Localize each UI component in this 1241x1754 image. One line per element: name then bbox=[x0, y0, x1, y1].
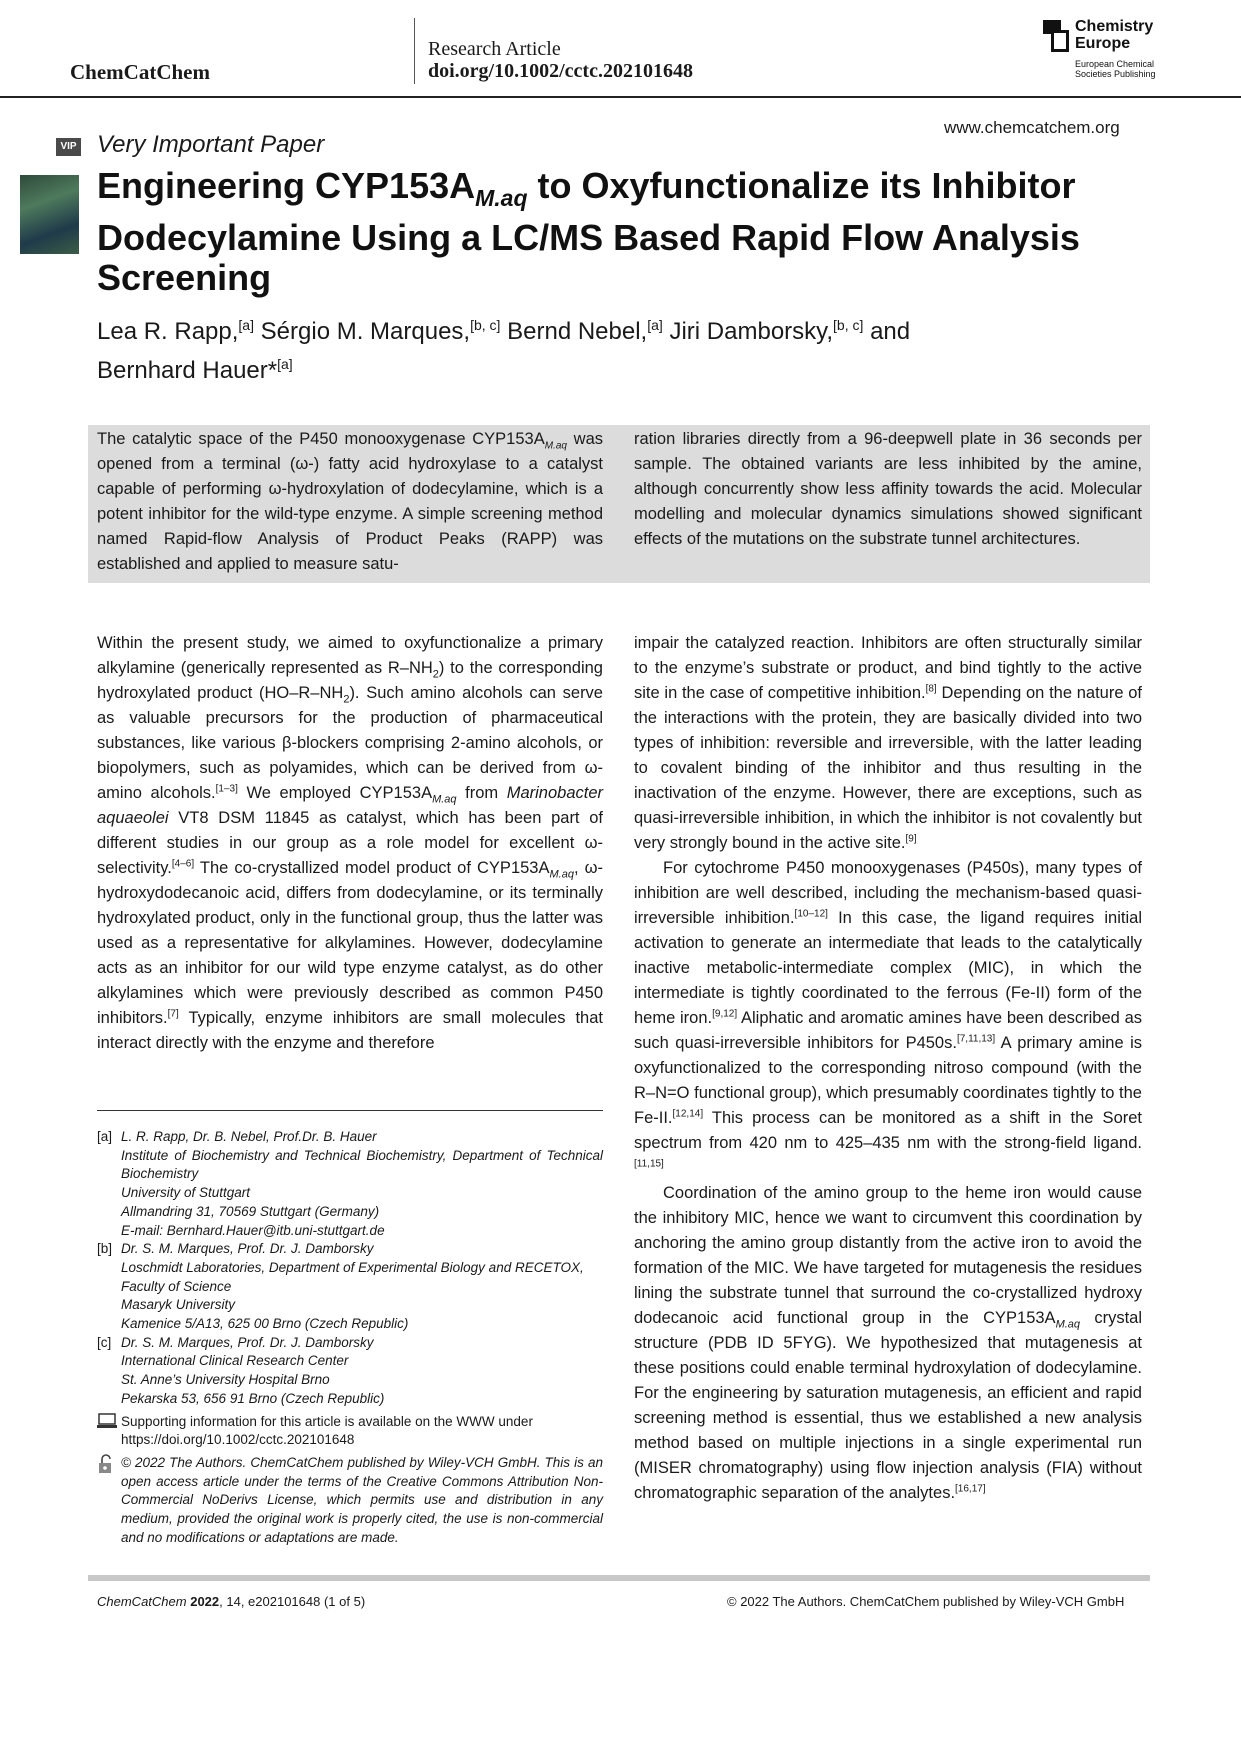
affiliation-key: [b] bbox=[97, 1241, 113, 1257]
paragraph bbox=[634, 1181, 1142, 1506]
author-affiliation: [a] bbox=[647, 317, 663, 333]
logo-sub-line2: Societies Publishing bbox=[1075, 69, 1156, 79]
author-conjunction: and bbox=[870, 318, 911, 345]
author-name[interactable]: Sérgio M. Marques, bbox=[260, 318, 471, 345]
abstract-left-column bbox=[97, 427, 603, 577]
email-link[interactable]: E-mail: Bernhard.Hauer@itb.uni-stuttgart.de bbox=[121, 1222, 385, 1238]
affiliation-line: University of Stuttgart bbox=[121, 1185, 251, 1201]
body-text: Depending on the nature of the interactions with the protein, they are basically divided into two types of inhibition: reversible and irreversible, with the latter leading to covalent binding of the inhibitor and thus resulting in the inactivation of the enzyme. However, there are exceptions, such as quasi-irreversible inhibition, in which the inhibitor is not covalently but very strongly bound in the active site. bbox=[634, 684, 1142, 852]
body-text: Aliphatic and aromatic amines have been described as such quasi-irreversible inhibitors for P450s. bbox=[634, 1009, 1142, 1052]
chemistry-europe-logo-mark-icon bbox=[1043, 20, 1069, 52]
open-access-text: © 2022 The Authors. ChemCatChem published by Wiley-VCH GmbH. This is an open access article under the terms of the Creative Commons Attribution Non-Commercial NoDerivs License, which permits use and distribution in any medium, provided the original work is properly cited, the use is non-commercial and no modifications or adaptations are made. bbox=[121, 1454, 603, 1545]
reference-link[interactable]: [9,12] bbox=[712, 1008, 738, 1020]
header-rule bbox=[0, 96, 1241, 98]
body-text: Typically, enzyme inhibitors are small molecules that interact directly with the enzyme and therefore bbox=[97, 1009, 603, 1052]
logo-sub-line1: European Chemical bbox=[1075, 59, 1155, 69]
body-text: We employed CYP153A bbox=[237, 784, 433, 802]
title-subscript: M.aq bbox=[475, 185, 528, 212]
author-name[interactable]: Bernhard Hauer* bbox=[97, 357, 278, 384]
body-left-column bbox=[97, 631, 603, 1056]
reference-link[interactable]: [16,17] bbox=[955, 1483, 986, 1495]
body-text: crystal structure (PDB ID 5FYG). We hypothesized that mutagenesis at these positions could enable terminal hydroxylation of dodecylamine. For the engineering by saturation mutagenesis, an efficient and rapid screening method is essential, thus we established a new analysis method based on multiple injections in a single experimental run (MISER chromatography) using flow injection analysis (FIA) without chromatographic separation of the analytes. bbox=[634, 1309, 1143, 1502]
subscript: 2 bbox=[432, 668, 439, 681]
body-text: Within the present study, we aimed to oxyfunctionalize a primary alkylamine (generically represented as R–NH bbox=[97, 634, 603, 677]
affiliation-line: Loschmidt Laboratories, Department of Experimental Biology and RECETOX, Faculty of Science bbox=[121, 1259, 584, 1294]
open-access-lock-icon bbox=[97, 1454, 121, 1548]
copyright-footer: © 2022 The Authors. ChemCatChem published by Wiley-VCH GmbH bbox=[727, 1594, 1125, 1609]
logo-line-chemistry: Chemistry bbox=[1075, 18, 1154, 35]
reference-link[interactable]: [4–6] bbox=[171, 858, 195, 870]
affiliation-key: [a] bbox=[97, 1129, 113, 1144]
author-name[interactable]: Jiri Damborsky, bbox=[669, 318, 834, 345]
affiliation-a bbox=[97, 1128, 603, 1240]
affiliation-line: Dr. S. M. Marques, Prof. Dr. J. Damborsky bbox=[121, 1334, 374, 1350]
footer-journal: ChemCatChem bbox=[97, 1594, 187, 1609]
body-text: The co-crystallized model product of CYP153A bbox=[194, 859, 550, 877]
header-divider bbox=[414, 18, 415, 84]
affiliation-line: Allmandring 31, 70569 Stuttgart (Germany) bbox=[121, 1203, 380, 1219]
subscript: M.aq bbox=[432, 793, 457, 806]
affiliation-c bbox=[97, 1334, 603, 1409]
affiliation-line: Kamenice 5/A13, 625 00 Brno (Czech Republic) bbox=[121, 1316, 409, 1332]
species-name: Marinobacter aquaeolei bbox=[97, 784, 603, 827]
subscript: 2 bbox=[343, 693, 350, 706]
affiliation-line: Pekarska 53, 656 91 Brno (Czech Republic) bbox=[121, 1390, 385, 1406]
author-affiliation: [a] bbox=[238, 317, 254, 333]
supporting-info-link[interactable]: Supporting information for this article is available on the WWW under https://doi.org/10.1002/cctc.202101648 bbox=[121, 1413, 533, 1448]
affiliation-line: St. Anne’s University Hospital Brno bbox=[121, 1372, 330, 1388]
reference-link[interactable]: [10–12] bbox=[794, 908, 828, 920]
affiliation-key: [c] bbox=[97, 1334, 112, 1350]
footer-year: 2022 bbox=[190, 1594, 220, 1609]
affiliation-footnotes bbox=[97, 1128, 603, 1547]
article-type: Research Article bbox=[428, 38, 561, 60]
author-name[interactable]: Bernd Nebel, bbox=[507, 318, 648, 345]
affiliation-b bbox=[97, 1240, 603, 1334]
reference-link[interactable]: [7,11,13] bbox=[956, 1033, 996, 1045]
title-part2: to Oxyfunctionalize its Inhibitor Dodecylamine Using a LC/MS Based Rapid Flow Analysis Screening bbox=[97, 165, 1080, 299]
reference-link[interactable]: [7] bbox=[167, 1008, 179, 1020]
reference-link[interactable]: [1–3] bbox=[215, 783, 238, 795]
vip-badge: VIP bbox=[56, 138, 81, 156]
chemistry-europe-logo bbox=[1043, 18, 1173, 82]
subscript: M.aq bbox=[1055, 1318, 1081, 1331]
body-right-column bbox=[634, 631, 1142, 1506]
journal-website-link[interactable]: www.chemcatchem.org bbox=[944, 118, 1120, 137]
logo-line-europe: Europe bbox=[1075, 35, 1131, 52]
title-part1: Engineering CYP153A bbox=[97, 165, 476, 206]
author-name[interactable]: Lea R. Rapp, bbox=[97, 318, 239, 345]
supporting-info-note bbox=[97, 1413, 603, 1450]
footer-citation: , 14, e202101648 (1 of 5) bbox=[219, 1594, 366, 1609]
footer-rule bbox=[88, 1575, 1150, 1581]
body-text: VT8 DSM 11845 as catalyst, which has been part of different studies in our group as a role model for excellent ω-selectivity. bbox=[97, 809, 603, 877]
paragraph bbox=[634, 631, 1142, 856]
body-text: In this case, the ligand requires initial activation to generate an intermediate that leads to the catalytically inactive metabolic-intermediate complex (MIC), in which the intermediate is tightly coordinated to the ferrous (Fe-II) form of the heme iron. bbox=[634, 909, 1142, 1027]
open-access-note bbox=[97, 1454, 603, 1548]
citation-footer bbox=[97, 1594, 365, 1609]
vip-label: Very Important Paper bbox=[97, 131, 325, 158]
author-affiliation: [b, c] bbox=[470, 317, 501, 333]
subscript: M.aq bbox=[549, 868, 574, 881]
body-text: This process can be monitored as a shift in the Soret spectrum from 420 nm to 425–435 nm with the strong-field ligand. bbox=[634, 1109, 1142, 1152]
paragraph bbox=[634, 856, 1142, 1181]
body-text: Coordination of the amino group to the heme iron would cause the inhibitory MIC, hence we want to circumvent this coordination by anchoring the amino group distantly from the active iron to avoid the formation of the MIC. We have targeted for mutagenesis the residues lining the substrate tunnel that surround the co-crystallized hydroxy dodecanoic acid functional group in the CYP153A bbox=[634, 1184, 1142, 1327]
abstract-text: was opened from a terminal (ω-) fatty acid hydroxylase to a catalyst capable of performing ω-hydroxylation of dodecylamine, which is a potent inhibitor for the wild-type enzyme. A simple screening method named Rapid-flow Analysis of Product Peaks (RAPP) was established and applied to measure satu- bbox=[97, 430, 603, 573]
affiliation-line: L. R. Rapp, Dr. B. Nebel, Prof.Dr. B. Hauer bbox=[121, 1129, 377, 1144]
doi-link[interactable]: doi.org/10.1002/cctc.202101648 bbox=[428, 60, 693, 82]
reference-link[interactable]: [9] bbox=[905, 833, 917, 845]
reference-link[interactable]: [11,15] bbox=[634, 1158, 664, 1170]
body-text: , ω-hydroxydodecanoic acid, differs from dodecylamine, or its terminally hydroxylated product, only in the functional group, thus the latter was used as a representative for alkylamines. However, dodecylamine acts as an inhibitor for our wild type enzyme catalyst, as do other alkylamines which were previously described as common P450 inhibitors. bbox=[97, 859, 603, 1027]
affiliation-line: Masaryk University bbox=[121, 1297, 236, 1313]
affiliation-line: International Clinical Research Center bbox=[121, 1353, 349, 1369]
reference-link[interactable]: [8] bbox=[925, 683, 937, 695]
affiliation-line: Dr. S. M. Marques, Prof. Dr. J. Damborsky bbox=[121, 1241, 374, 1257]
abstract-subscript: M.aq bbox=[544, 440, 567, 452]
body-text: For cytochrome P450 monooxygenases (P450s), many types of inhibition are well described, including the mechanism-based quasi-irreversible inhibition. bbox=[634, 859, 1142, 927]
body-text: A primary amine is oxyfunctionalized to the corresponding nitroso compound (with the R–N=O functional group), which presumably coordinates tightly to the Fe-II. bbox=[634, 1034, 1142, 1127]
body-text: from bbox=[456, 784, 507, 802]
footnote-rule bbox=[97, 1110, 603, 1111]
author-affiliation: [b, c] bbox=[833, 317, 864, 333]
author-list bbox=[97, 309, 997, 387]
computer-icon bbox=[97, 1413, 121, 1450]
body-text: ) to the corresponding hydroxylated product (HO–R–NH bbox=[97, 659, 603, 702]
body-text: ). Such amino alcohols can serve as valuable precursors for the production of pharmaceutical substances, like various β-blockers comprising 2-amino alcohols, or biopolymers, such as polyamides, which can be derived from ω-amino alcohols. bbox=[97, 684, 603, 802]
article-title bbox=[97, 166, 1207, 298]
abstract-text: The catalytic space of the P450 monooxygenase CYP153A bbox=[97, 430, 545, 448]
journal-name: ChemCatChem bbox=[70, 60, 210, 84]
body-text: impair the catalyzed reaction. Inhibitors are often structurally similar to the enzyme’s substrate or product, and bind tightly to the active site in the case of competitive inhibition. bbox=[634, 634, 1142, 702]
reference-link[interactable]: [12,14] bbox=[672, 1108, 704, 1120]
journal-cover-thumbnail[interactable] bbox=[20, 175, 79, 254]
affiliation-line: Institute of Biochemistry and Technical Biochemistry, Department of Technical Biochemistry bbox=[121, 1147, 603, 1182]
author-affiliation: [a] bbox=[277, 356, 293, 372]
abstract-right-column: ration libraries directly from a 96-deepwell plate in 36 seconds per sample. The obtained variants are less inhibited by the amine, although concurrently show less affinity towards the acid. Molecular modelling and molecular dynamics simulations showed significant effects of the mutations on the substrate tunnel architectures. bbox=[634, 430, 1142, 548]
